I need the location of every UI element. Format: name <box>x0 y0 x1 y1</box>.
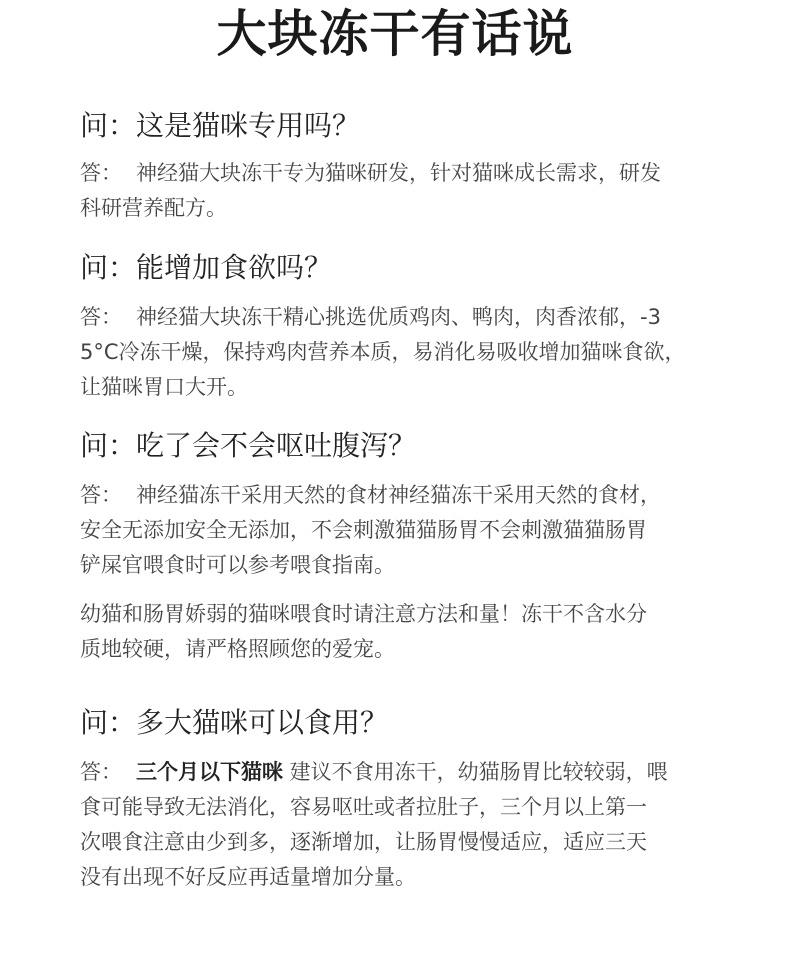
answer-line: 次喂食注意由少到多，逐渐增加，让肠胃慢慢适应，适应三天 <box>80 830 647 854</box>
note-line: 幼猫和肠胃娇弱的猫咪喂食时请注意方法和量！冻干不含水分 <box>80 602 647 626</box>
question-4: 问：多大猫咪可以食用？ <box>80 706 389 739</box>
answer-line <box>80 300 710 335</box>
answer-line: 食可能导致无法消化，容易呕吐或者拉肚子，三个月以上第一 <box>80 795 647 819</box>
answer-text: 神经猫大块冻干专为猫咪研发，针对猫咪成长需求，研发 <box>136 161 661 185</box>
answer-prefix: 答： <box>80 760 122 784</box>
answer-line <box>80 755 710 790</box>
note-3 <box>80 597 710 667</box>
answer-line <box>80 478 710 513</box>
answer-line: 安全无添加安全无添加，不会刺激猫猫肠胃不会刺激猫猫肠胃 <box>80 518 647 542</box>
answer-4 <box>80 755 710 895</box>
answer-text: 神经猫冻干采用天然的食材神经猫冻干采用天然的食材， <box>136 483 661 507</box>
answer-text: 神经猫大块冻干精心挑选优质鸡肉、鸭肉，肉香浓郁，-3 <box>136 305 661 329</box>
answer-line: 5°C冷冻干燥，保持鸡肉营养本质，易消化易吸收增加猫咪食欲， <box>80 340 686 364</box>
question-2: 问：能增加食欲吗？ <box>80 251 333 284</box>
question-3: 问：吃了会不会呕吐腹泻？ <box>80 429 417 462</box>
page-title: 大块冻干有话说 <box>216 5 574 63</box>
answer-1 <box>80 156 710 226</box>
answer-prefix: 答： <box>80 305 122 329</box>
answer-2 <box>80 300 710 405</box>
answer-line <box>80 156 710 191</box>
answer-prefix: 答： <box>80 483 122 507</box>
answer-bold-text: 三个月以下猫咪 <box>136 760 283 784</box>
answer-3 <box>80 478 710 583</box>
answer-text: 建议不食用冻干，幼猫肠胃比较较弱，喂 <box>283 760 668 784</box>
answer-prefix: 答： <box>80 161 122 185</box>
question-1: 问：这是猫咪专用吗？ <box>80 109 361 142</box>
answer-line: 让猫咪胃口大开。 <box>80 375 248 399</box>
note-line: 质地较硬，请严格照顾您的爱宠。 <box>80 637 395 661</box>
answer-line: 铲屎官喂食时可以参考喂食指南。 <box>80 553 395 577</box>
answer-line: 科研营养配方。 <box>80 196 227 220</box>
answer-line: 没有出现不好反应再适量增加分量。 <box>80 865 416 889</box>
